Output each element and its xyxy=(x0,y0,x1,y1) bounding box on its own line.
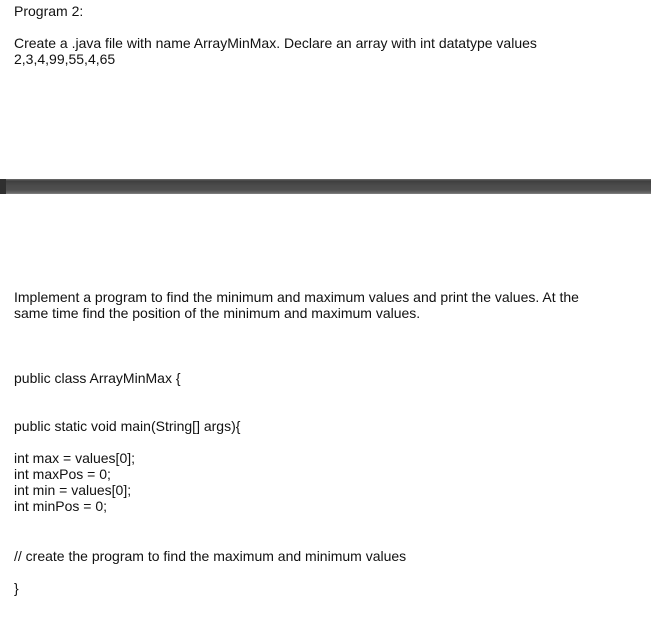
code-line: int maxPos = 0; xyxy=(14,466,111,482)
closing-brace: } xyxy=(14,580,19,596)
task-line-2: same time find the position of the minimum and maximum values. xyxy=(14,305,421,321)
code-line: int minPos = 0; xyxy=(14,498,107,514)
task-line-1: Implement a program to find the minimum and maximum values and print the values. At the xyxy=(14,289,579,305)
code-comment: // create the program to find the maximum and minimum values xyxy=(14,548,407,564)
main-method-declaration: public static void main(String[] args){ xyxy=(14,418,241,434)
class-declaration: public class ArrayMinMax { xyxy=(14,370,181,386)
code-line: int min = values[0]; xyxy=(14,482,132,498)
page-separator xyxy=(0,179,651,194)
program-heading: Program 2: xyxy=(14,3,84,19)
instruction-line-1: Create a .java file with name ArrayMinMax. Declare an array with int datatype values xyxy=(14,35,537,51)
code-line: int max = values[0]; xyxy=(14,450,136,466)
instruction-line-2: 2,3,4,99,55,4,65 xyxy=(14,51,116,67)
